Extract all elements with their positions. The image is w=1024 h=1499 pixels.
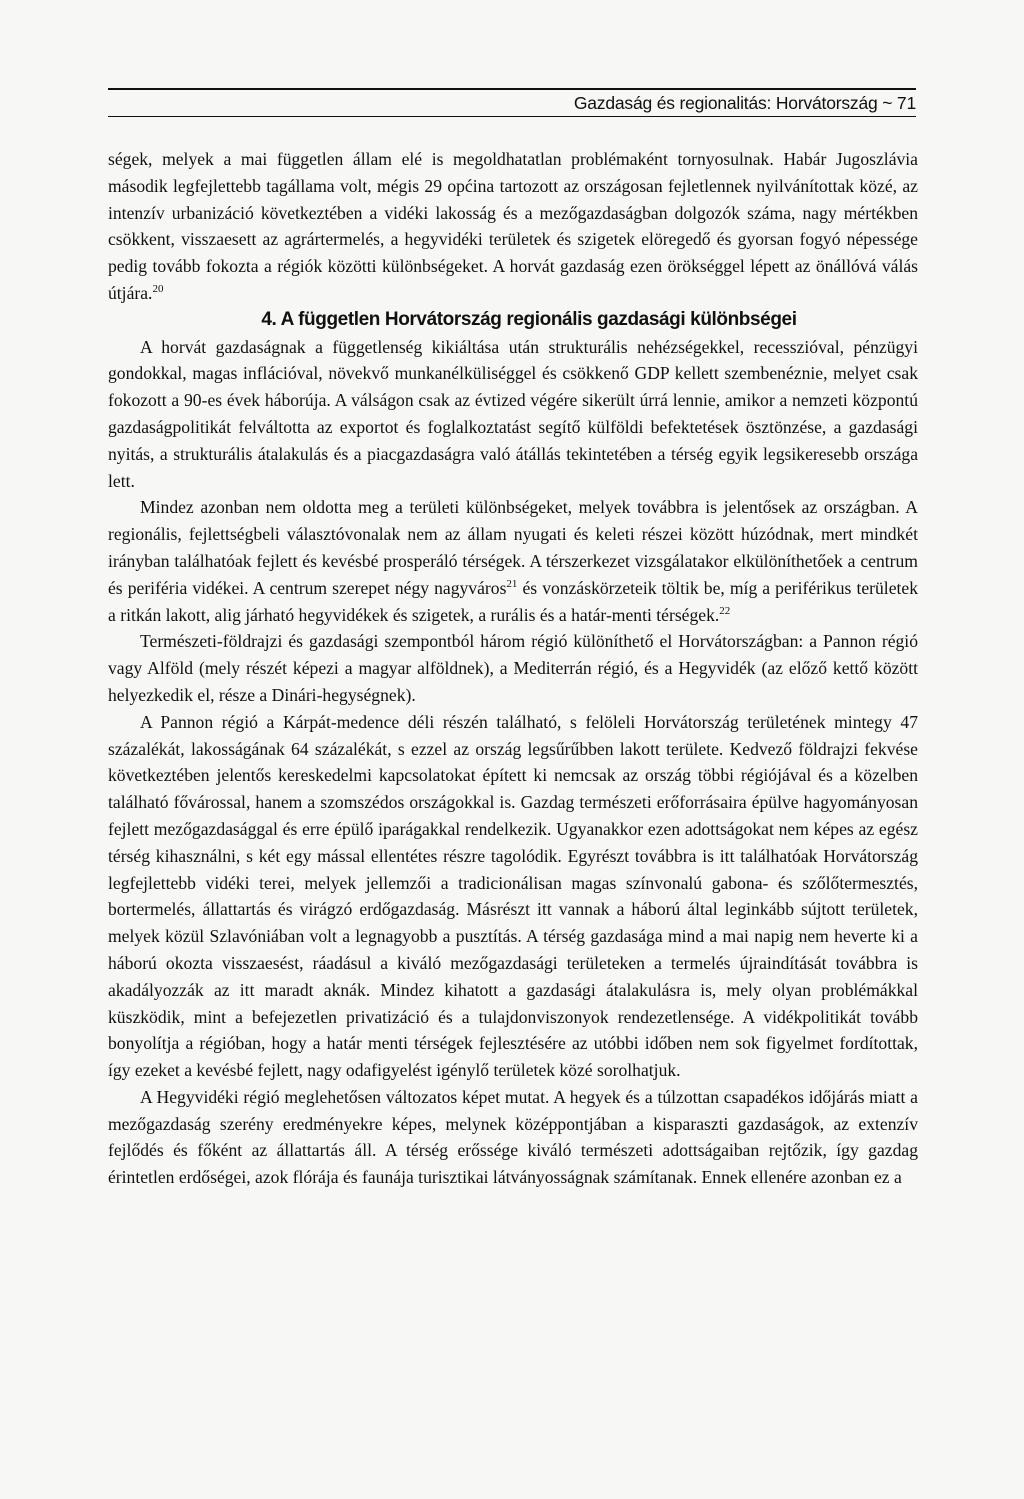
paragraph-continued bbox=[108, 146, 918, 307]
header-text bbox=[574, 93, 916, 114]
paragraph: A horvát gazdaságnak a függetlenség kikiáltása után strukturális nehézségekkel, recesszióval, pénzügyi gondokkal, magas inflációval, növekvő munkanélküliséggel és csökkenő GDP kellett szembenéznie, melyet csak fokozott a 90-es évek háborúja. A válságon csak az évtized végére sikerült úrrá lennie, amikor a nemzeti központú gazdaságpolitikát felváltotta az exportot és foglalkoztatást segítő külföldi befektetések ösztönzése, a gazdasági nyitás, a strukturális átalakulás és a piacgazdaságra való átállás tekintetében a térség egyik legsikeresebb országa lett. bbox=[108, 336, 918, 491]
paragraph-text: és vonzáskörzeteik töltik be, míg a periférikus területek a ritkán lakott, alig járható hegyvidékek és szigetek, a rurális és a határ-menti térségek. bbox=[108, 577, 918, 625]
footnote-ref: 22 bbox=[719, 604, 731, 617]
footnote-ref: 20 bbox=[152, 282, 164, 295]
paragraph: A Hegyvidéki régió meglehetősen változatos képet mutat. A hegyek és a túlzottan csapadékos időjárás miatt a mezőgazdaság szerény eredményekre képes, melynek középpontjában a kisparaszti gazdaságok, az extenzív fejlődés és főként az állattartás áll. A térség erőssége kiváló természeti adottságaiban rejtőzik, így gazdag érintetlen erdőségei, azok flórája és faunája turisztikai látványosságnak számítanak. Ennek ellenére azonban ez a bbox=[108, 1086, 918, 1188]
header-title: Gazdaság és regionalitás: Horvátország bbox=[573, 93, 878, 113]
header-separator: ~ bbox=[882, 93, 893, 113]
section-heading: 4. A független Horvátország regionális gazdasági különbségei bbox=[261, 308, 797, 330]
paragraph bbox=[108, 494, 918, 628]
paragraph: A Pannon régió a Kárpát-medence déli részén található, s felöleli Horvátország területének mintegy 47 százalékát, lakosságának 64 százalékát, s ezzel az ország legsűrűbben lakott területe. Kedvező földrajzi fekvése következtében jelentős kereskedelmi kapcsolatokat épített ki nemcsak az ország többi régiójával és a közelben található fővárossal, hanem a szomszédos országokkal is. Gazdag természeti erőforrásaira épülve hagyományosan fejlett mezőgazdasággal és erre épülő iparágakkal rendelkezik. Ugyanakkor ezen adottságokat nem képes az egész térség kihasználni, s két egy mással ellentétes részre tagolódik. Egyrészt továbbra is itt találhatóak Horvátország legfejlettebb vidéki terei, melyek jellemzői a tradicionálisan magas színvonalú gabona- és szőlőtermesztés, bortermelés, állattartás és virágzó erdőgazdaság. Másrészt itt vannak a háború által leginkább sújtott területek, melyek közül Szlavóniában volt a legnagyobb a pusztítás. A térség gazdasága mind a mai napig nem heverte ki a háború okozta visszaesést, ráadásul a kiváló mezőgazdasági területeken a termelés újraindítását továbbra is akadályozzák az itt maradt aknák. Mindez kihatott a gazdasági átalakulásra is, mely olyan problémákkal küszködik, mint a befejezetlen privatizáció és a tulajdonviszonyok rendezetlensége. A vidékpolitikát tovább bonyolítja a régióban, hogy a határ menti térségek fejlesztésére az utóbbi időben nem sok figyelmet fordítottak, így ezeket a kevésbé fejlett, nagy odafigyelést igénylő területek közé sorolhatjuk. bbox=[108, 711, 918, 1081]
running-header bbox=[108, 88, 916, 113]
paragraph-text: Mindez azonban nem oldotta meg a területi különbségeket, melyek továbbra is jelentősek az országban. A regionális, fejlettségbeli választóvonalak nem az állam nyugati és keleti részei között húzódnak, mert mindkét irányban találhatóak fejlett és kevésbé prosperáló térségek. A térszerkezet vizsgálatakor elkülöníthetőek a centrum és periféria vidékei. A centrum szerepet négy nagyváros bbox=[108, 497, 918, 598]
page-number: 71 bbox=[896, 93, 916, 113]
paragraph: Természeti-földrajzi és gazdasági szempontból három régió különíthető el Horvátországban: a Pannon régió vagy Alföld (mely részét képezi a magyar alföldnek), a Mediterrán régió, és a Hegyvidék (az előző kettő között helyezkedik el, része a Dinári-hegységnek). bbox=[108, 631, 918, 705]
paragraph-text: ségek, melyek a mai független állam elé is megoldhatatlan problémaként tornyosulnak. Habár Jugoszlávia második legfejlettebb tagállama volt, mégis 29 općina tartozott az országosan fejletlennek nyilvánítottak közé, az intenzív urbanizáció következtében a vidéki lakosság és a mezőgazdaságban dolgozók száma, nagy mértékben csökkent, visszaesett az agrártermelés, a hegyvidéki területek és szigetek elöregedő és gyorsan fogyó népessége pedig tovább fokozta a régiók közötti különbségeket. A horvát gazdaság ezen örökséggel lépett az önállóvá válás útjára. bbox=[108, 149, 918, 303]
body-text bbox=[108, 146, 918, 1191]
header-rule bbox=[108, 116, 916, 117]
footnote-ref: 21 bbox=[506, 577, 518, 590]
